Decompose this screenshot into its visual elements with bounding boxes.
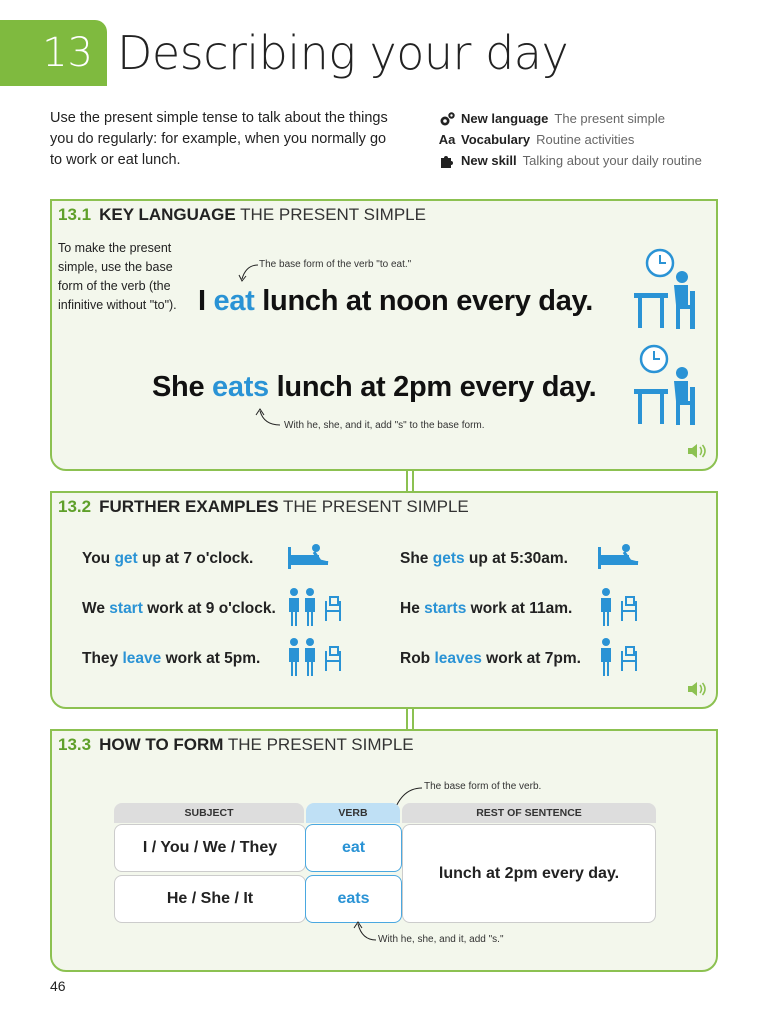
panel-connector	[406, 471, 414, 491]
lesson-meta	[437, 108, 737, 171]
verb-piece: eats	[305, 875, 402, 923]
column-header-rest: REST OF SENTENCE	[402, 803, 656, 823]
explanation-text: To make the present simple, use the base form of the verb (the infinitive without "to").	[58, 241, 177, 312]
verb-highlight: eat	[213, 285, 255, 317]
meta-value: Routine activities	[536, 132, 635, 147]
example-sentence: She gets up at 5:30am.	[400, 550, 568, 567]
arrow-icon	[352, 920, 378, 944]
verb-piece: eat	[305, 824, 402, 872]
meta-label: Vocabulary	[461, 132, 531, 147]
note-add-s: With he, she, and it, add "s" to the base form.	[284, 420, 485, 431]
section-number: 13.1	[58, 205, 92, 224]
section-topic: THE PRESENT SIMPLE	[240, 205, 426, 224]
verb-highlight: eats	[212, 371, 269, 403]
note-add-s: With he, she, and it, add "s."	[378, 934, 504, 945]
meta-new-skill	[437, 150, 737, 171]
person-getting-up-icon	[286, 543, 334, 571]
puzzle-icon	[437, 153, 457, 169]
sentence-1: I eat lunch at noon every day.	[198, 285, 593, 317]
section-key: HOW TO FORM	[99, 735, 224, 754]
woman-eating-clock-icon	[632, 343, 702, 425]
panel-connector	[406, 709, 414, 729]
section-number: 13.3	[58, 735, 92, 754]
meta-new-language	[437, 108, 737, 129]
meta-value: The present simple	[554, 111, 665, 126]
chapter-number-tab	[0, 20, 107, 86]
example-sentence: They leave work at 5pm.	[82, 650, 261, 667]
meta-label: New language	[461, 111, 549, 126]
worker-start-icon	[596, 587, 646, 627]
note-base-form: The base form of the verb.	[424, 781, 542, 792]
example-sentence: He starts work at 11am.	[400, 600, 573, 617]
gears-icon	[437, 111, 457, 127]
woman-getting-up-icon	[596, 543, 644, 571]
panel-heading	[58, 497, 469, 517]
meta-value: Talking about your daily routine	[522, 153, 702, 168]
subject-piece: He / She / It	[114, 875, 306, 923]
worker-leave-icon	[596, 637, 646, 677]
person-eating-clock-icon	[632, 247, 702, 329]
audio-icon[interactable]	[686, 443, 706, 459]
arrow-icon	[236, 261, 262, 287]
subject-piece: I / You / We / They	[114, 824, 306, 872]
page-title: Describing your day	[117, 26, 569, 80]
example-sentence: Rob leaves work at 7pm.	[400, 650, 581, 667]
column-header-subject: SUBJECT	[114, 803, 304, 823]
section-key: KEY LANGUAGE	[99, 205, 236, 224]
example-sentence: We start work at 9 o'clock.	[82, 600, 276, 617]
meta-vocabulary	[437, 129, 737, 150]
section-topic: THE PRESENT SIMPLE	[227, 735, 414, 754]
section-key: FURTHER EXAMPLES	[99, 497, 279, 516]
workers-start-icon	[286, 587, 346, 627]
example-sentence: You get up at 7 o'clock.	[82, 550, 254, 567]
intro-text: Use the present simple tense to talk about the things you do regularly: for example, when you normally go to work or eat lunch.	[50, 110, 388, 168]
section-topic: THE PRESENT SIMPLE	[282, 497, 469, 516]
note-base-form: The base form of the verb "to eat."	[259, 259, 412, 270]
workers-leave-icon	[286, 637, 346, 677]
chapter-number: 13	[42, 30, 93, 76]
arrow-icon	[252, 407, 282, 429]
page-number: 46	[50, 978, 66, 994]
column-header-verb: VERB	[306, 803, 400, 823]
section-number: 13.2	[58, 497, 92, 516]
panel-heading	[58, 205, 426, 225]
sentence-2: She eats lunch at 2pm every day.	[152, 371, 597, 403]
rest-piece: lunch at 2pm every day.	[402, 824, 656, 923]
audio-icon[interactable]	[686, 681, 706, 697]
panel-key-language	[50, 199, 718, 471]
panel-further-examples	[50, 491, 718, 709]
aa-icon: Aa	[438, 132, 456, 147]
meta-label: New skill	[461, 153, 517, 168]
panel-heading	[58, 735, 414, 755]
